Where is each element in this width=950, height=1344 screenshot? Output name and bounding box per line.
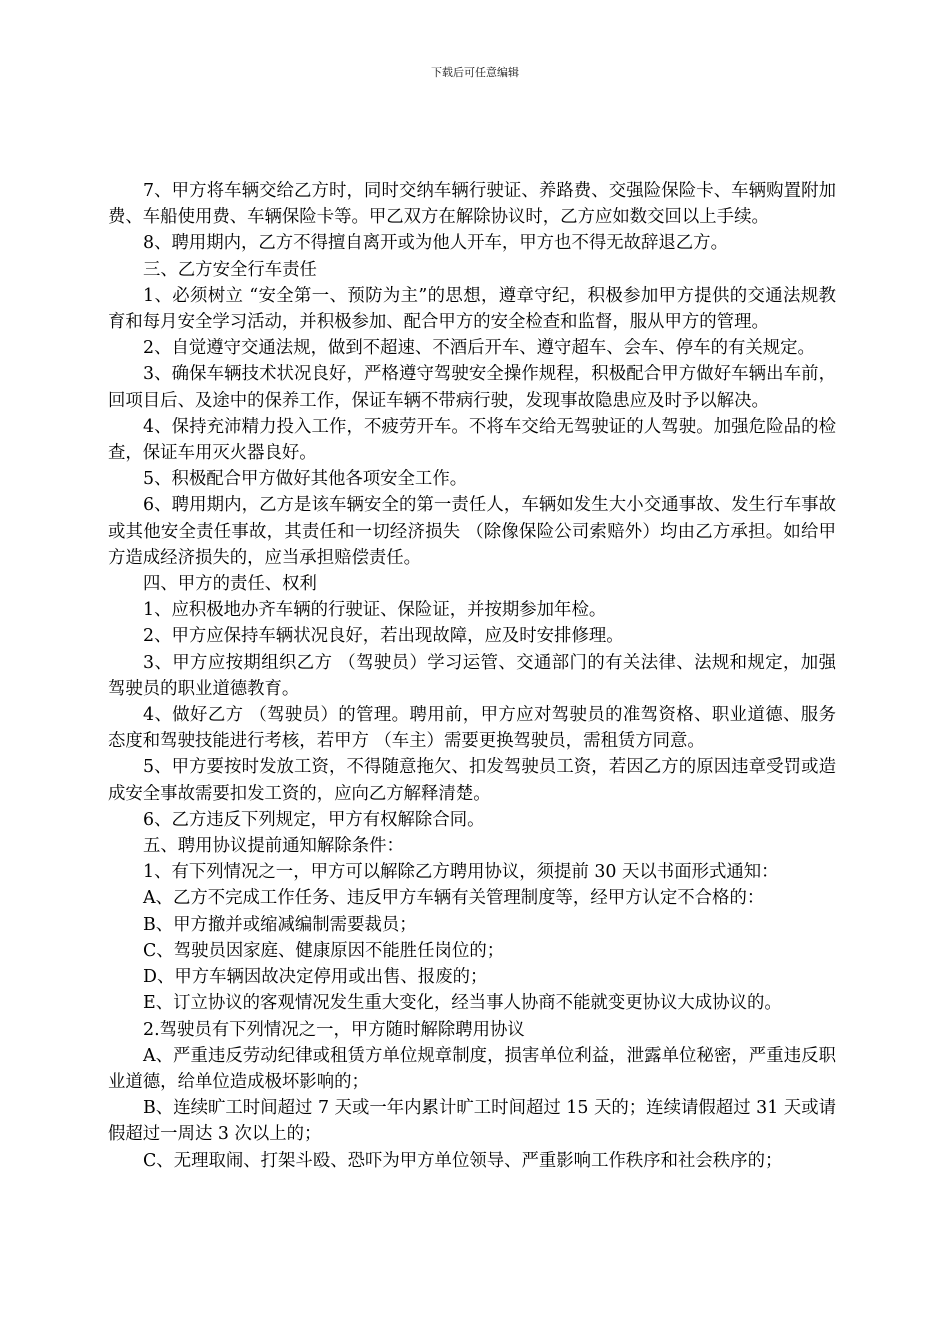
section-3-item-3: 3、确保车辆技术状况良好，严格遵守驾驶安全操作规程，积极配合甲方做好车辆出车前，回项目后、及途中的保养工作，保证车辆不带病行驶，发现事故隐患应及时予以解决。 [108, 364, 836, 411]
section-heading-3: 三、乙方安全行车责任 [143, 259, 317, 280]
section-4-item-2: 2、甲方应保持车辆状况良好，若出现故障，应及时安排修理。 [143, 626, 624, 647]
section-4-item-3: 3、甲方应按期组织乙方 （驾驶员）学习运管、交通部门的有关法律、法规和规定，加强驾驶员的职业道德教育。 [108, 652, 836, 699]
section-4-item-6: 6、乙方违反下列规定，甲方有权解除合同。 [143, 809, 485, 830]
section-3-item-1: 1、必须树立 “安全第一、预防为主”的思想，遵章守纪，积极参加甲方提供的交通法规教育和每月安全学习活动，并积极参加、配合甲方的安全检查和监督，服从甲方的管理。 [108, 285, 836, 333]
section-4-item-4: 4、做好乙方 （驾驶员）的管理。聘用前，甲方应对驾驶员的准驾资格、职业道德、服务态度和驾驶技能进行考核，若甲方 （车主）需要更换驾驶员，需租赁方同意。 [108, 705, 836, 752]
section-5-item-2: 2.驾驶员有下列情况之一，甲方随时解除聘用协议 [143, 1019, 525, 1040]
section-3-item-5: 5、积极配合甲方做好其他各项安全工作。 [143, 469, 468, 490]
section-3-item-6: 6、聘用期内，乙方是该车辆安全的第一责任人，车辆如发生大小交通事故、发生行车事故或其他安全责任事故，其责任和一切经济损失 （除像保险公司索赔外）均由乙方承担。如给甲方造成经济损失的，应当承担赔偿责任。 [108, 495, 836, 568]
section-4-item-5: 5、甲方要按时发放工资，不得随意拖欠、扣发驾驶员工资，若因乙方的原因违章受罚或造成安全事故需要扣发工资的，应向乙方解释清楚。 [108, 757, 836, 804]
document-body [108, 178, 836, 1174]
section-5-item-2-b: B、连续旷工时间超过 7 天或一年内累计旷工时间超过 15 天的；连续请假超过 31 天或请假超过一周达 3 次以上的； [108, 1098, 836, 1145]
page-header-note: 下载后可任意编辑 [431, 66, 519, 79]
section-4-item-1: 1、应积极地办齐车辆的行驶证、保险证，并按期参加年检。 [143, 600, 607, 621]
section-5-item-2-a: A、严重违反劳动纪律或租赁方单位规章制度，损害单位利益，泄露单位秘密，严重违反职业道德，给单位造成极坏影响的； [108, 1045, 836, 1092]
paragraph-7-vehicle-handover: 7、甲方将车辆交给乙方时，同时交纳车辆行驶证、养路费、交强险保险卡、车辆购置附加费、车船使用费、车辆保险卡等。甲乙双方在解除协议时，乙方应如数交回以上手续。 [108, 181, 836, 228]
paragraph-8-employment-period: 8、聘用期内，乙方不得擅自离开或为他人开车，甲方也不得无故辞退乙方。 [143, 233, 728, 254]
section-5-item-1-b: B、甲方撤并或缩减编制需要裁员； [143, 914, 417, 935]
section-3-item-2: 2、自觉遵守交通法规，做到不超速、不酒后开车、遵守超车、会车、停车的有关规定。 [143, 338, 815, 359]
section-5-item-1-c: C、驾驶员因家庭、健康原因不能胜任岗位的； [143, 940, 505, 961]
section-5-item-1: 1、有下列情况之一，甲方可以解除乙方聘用协议，须提前 30 天以书面形式通知： [143, 862, 779, 883]
section-5-item-2-c: C、无理取闹、打架斗殴、恐吓为甲方单位领导、严重影响工作秩序和社会秩序的； [143, 1150, 783, 1171]
section-heading-4: 四、甲方的责任、权利 [143, 574, 317, 595]
section-5-item-1-a: A、乙方不完成工作任务、违反甲方车辆有关管理制度等，经甲方认定不合格的： [143, 888, 765, 909]
section-5-item-1-e: E、订立协议的客观情况发生重大变化，经当事人协商不能就变更协议大成协议的。 [143, 993, 782, 1014]
section-heading-5: 五、聘用协议提前通知解除条件： [143, 836, 404, 857]
section-3-item-4: 4、保持充沛精力投入工作，不疲劳开车。不将车交给无驾驶证的人驾驶。加强危险品的检查，保证车用灭火器良好。 [108, 416, 836, 464]
section-5-item-1-d: D、甲方车辆因故决定停用或出售、报废的； [143, 967, 488, 988]
